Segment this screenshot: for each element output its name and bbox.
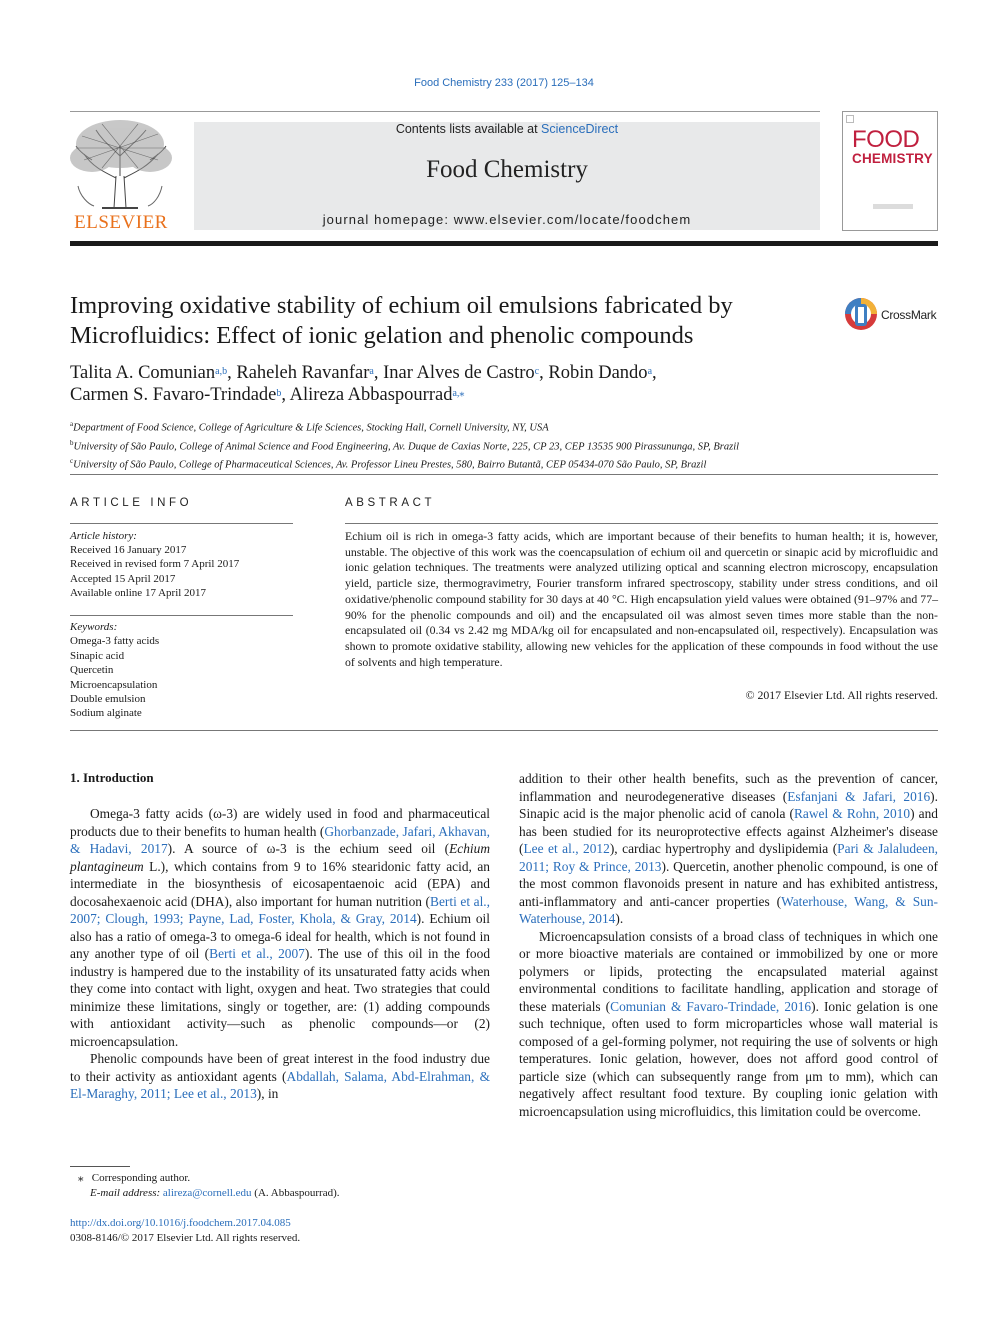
journal-homepage xyxy=(194,212,820,227)
author-separator: , xyxy=(281,385,290,405)
crossmark-label: CrossMark xyxy=(881,308,937,322)
author-affiliation-sup[interactable]: a xyxy=(647,366,653,377)
affiliation-item xyxy=(70,436,938,455)
paragraph-text: ), in xyxy=(256,1086,279,1101)
crossmark-badge[interactable] xyxy=(843,296,941,336)
keywords-label: Keywords: xyxy=(70,621,118,633)
paragraph-text: ). xyxy=(615,911,624,926)
paragraph-text: Omega-3 fatty acids (ω-3) are widely used in food and pharmaceutical products due to their benefits to human health ( xyxy=(70,806,490,839)
cover-title-line2: CHEMISTRY xyxy=(852,151,933,166)
history-label: Article history: xyxy=(70,530,137,542)
history-revised: Received in revised form 7 April 2017 xyxy=(70,558,240,571)
citation-link[interactable]: Berti et al., 2007 xyxy=(209,946,305,961)
keyword-item: Microencapsulation xyxy=(70,678,158,691)
abstract-heading: ABSTRACT xyxy=(345,497,436,509)
cover-fine-print xyxy=(873,204,913,209)
paragraph-text: ). Sinapic acid is the major phenolic acid of canola ( xyxy=(519,788,938,821)
author-name[interactable]: Carmen S. Favaro-Trindade xyxy=(70,385,277,405)
email-link[interactable]: alireza@cornell.edu xyxy=(162,1187,252,1199)
italic-text: Echium plantagineum xyxy=(70,841,490,874)
crossmark-icon xyxy=(843,296,879,332)
elsevier-tree-icon xyxy=(62,116,180,212)
article-history xyxy=(70,529,293,600)
citation-link[interactable]: Rawel & Rohn, 2010 xyxy=(793,806,911,821)
affiliation-list xyxy=(70,417,938,473)
keyword-item: Quercetin xyxy=(70,664,114,677)
affiliation-text: Department of Food Science, College of Agriculture & Life Sciences, Stocking Hall, Cornell University, NY, USA xyxy=(73,422,549,434)
history-accepted: Accepted 15 April 2017 xyxy=(70,572,176,585)
corresponding-line xyxy=(70,1171,490,1186)
citation-link[interactable]: Lee et al., 2012 xyxy=(523,841,610,856)
author-list xyxy=(70,362,870,406)
affiliation-item xyxy=(70,417,938,436)
journal-name[interactable]: Food Chemistry xyxy=(426,156,588,183)
paragraph-text: addition to their other health benefits, such as the prevention of cancer, inflammation and neurodegenerative diseases ( xyxy=(519,771,938,804)
cover-corner-mark xyxy=(846,115,854,123)
citation-link[interactable]: Ghorbanzade, Jafari, Akhavan, & Hadavi, 2017 xyxy=(70,823,490,856)
article-info-rule xyxy=(70,523,293,524)
paragraph-text: L.), which contains from 9 to 16% stearidonic fatty acid, an intermediate in the biosynthesis of eicosapentaenoic acid (EPA) and docosahexaenoic acid (DHA), also important for human nutrition ( xyxy=(70,858,490,909)
abstract-bottom-rule xyxy=(70,730,938,731)
citation-link[interactable]: Berti et al., 2007; Clough, 1993; Payne, Lad, Foster, Khola, & Gray, 2014 xyxy=(70,893,490,926)
corresponding-text: Corresponding author. xyxy=(91,1172,191,1184)
author-name[interactable]: Raheleh Ravanfar xyxy=(236,363,370,383)
paragraph-text: ), cardiac hypertrophy and dyslipidemia ( xyxy=(609,841,838,856)
paragraph-text: ). A source of ω-3 is the echium seed oil ( xyxy=(167,841,450,856)
email-suffix: (A. Abbaspourrad). xyxy=(251,1187,340,1199)
footnote-rule xyxy=(70,1166,130,1167)
keyword-item: Double emulsion xyxy=(70,693,146,706)
contents-line xyxy=(194,122,820,136)
paragraph-text: ). Quercetin, another phenolic compound, is one of the most common flavonoids present in nature and has exhibited antistress, anti-inflammatory and anti-cancer properties ( xyxy=(519,858,938,909)
keyword-item: Sodium alginate xyxy=(70,707,142,720)
issn-copyright: 0308-8146/© 2017 Elsevier Ltd. All rights reserved. xyxy=(70,1232,301,1244)
email-line xyxy=(70,1186,490,1201)
author-separator: , xyxy=(539,363,549,383)
paragraph-text: ). Echium oil also has a ratio of omega-3 to omega-6 ideal for health, which is not found in any another type of oil ( xyxy=(70,911,490,961)
contents-prefix: Contents lists available at xyxy=(395,122,542,136)
cover-title-line1: FOOD xyxy=(852,126,920,153)
body-column-right xyxy=(519,770,938,1120)
homepage-prefix: journal homepage: xyxy=(322,212,454,227)
author-name[interactable]: Robin Dando xyxy=(548,363,648,383)
keyword-list xyxy=(70,620,293,721)
body-paragraph xyxy=(70,1050,490,1103)
abstract-rule xyxy=(345,523,938,524)
author-affiliation-sup[interactable]: a,b xyxy=(215,366,228,377)
author-name[interactable]: Inar Alves de Castro xyxy=(383,363,535,383)
introduction-heading: 1. Introduction xyxy=(70,770,154,785)
corresponding-footnote xyxy=(70,1171,490,1201)
email-label: E-mail address: xyxy=(90,1187,163,1199)
affiliation-text: University of São Paulo, College of Animal Science and Food Engineering, Av. Duque de Caxias Norte, 225, CP 23, CEP 13535 900 Pirassununga, SP, Brazil xyxy=(73,441,740,452)
citation-link[interactable]: Esfanjani & Jafari, 2016 xyxy=(787,788,931,804)
author-separator: , xyxy=(652,363,657,383)
paragraph-text: ) and has been studied for its neuroprotective effects against Alzheimer's disease ( xyxy=(519,806,938,856)
journal-cover-thumbnail[interactable] xyxy=(842,111,938,231)
affiliation-sup: a xyxy=(70,420,74,428)
citation-link[interactable]: Pari & Jalaludeen, 2011; Roy & Prince, 2013 xyxy=(519,841,938,874)
keyword-item: Sinapic acid xyxy=(70,649,125,662)
author-affiliation-sup[interactable]: c xyxy=(534,366,540,377)
doi-link[interactable]: http://dx.doi.org/10.1016/j.foodchem.2017.04.085 xyxy=(70,1217,291,1229)
citation-link[interactable]: Abdallah, Salama, Abd-Elrahman, & El-Maraghy, 2011; Lee et al., 2013 xyxy=(70,1068,490,1101)
paragraph-text: Phenolic compounds have been of great interest in the food industry due to their activity as antioxidant agents ( xyxy=(70,1051,490,1084)
affiliation-sup: c xyxy=(70,457,74,465)
homepage-url-link[interactable]: www.elsevier.com/locate/foodchem xyxy=(453,212,692,227)
cover-title xyxy=(852,128,933,166)
affiliation-sup: b xyxy=(70,438,74,447)
corresponding-star: ⁎ xyxy=(78,1172,84,1184)
keyword-item: Omega-3 fatty acids xyxy=(70,635,160,648)
affiliation-item xyxy=(70,454,938,473)
author-affiliation-sup[interactable]: b xyxy=(276,388,282,399)
citation-link[interactable]: Waterhouse, Wang, & Sun-Waterhouse, 2014 xyxy=(519,893,938,926)
author-separator: , xyxy=(373,363,384,383)
affiliation-text: University of São Paulo, College of Pharmaceutical Sciences, Av. Professor Lineu Prestes, 580, Bairro Butantã, CEP 05434-070 São Paulo, SP, Brazil xyxy=(73,459,707,471)
body-paragraph xyxy=(519,770,938,928)
body-column-left xyxy=(70,805,490,1103)
abstract-copyright: © 2017 Elsevier Ltd. All rights reserved. xyxy=(745,688,938,702)
elsevier-logo[interactable] xyxy=(62,116,180,234)
masthead-top-rule xyxy=(70,111,820,112)
author-affiliation-sup[interactable]: a xyxy=(369,366,374,377)
history-online: Available online 17 April 2017 xyxy=(70,586,207,599)
body-paragraph xyxy=(70,805,490,1050)
journal-citation-link[interactable]: Food Chemistry 233 (2017) 125–134 xyxy=(414,77,594,89)
author-name[interactable]: Talita A. Comunian xyxy=(70,363,216,383)
body-paragraph xyxy=(519,928,938,1121)
paragraph-text: Microencapsulation consists of a broad class of techniques in which one or more bioactive materials are contained or immobilized by one or more polymers or lipids, protecting the encapsulated material against environmental conditions to facilitate handling, application and storage of these materials ( xyxy=(519,928,938,1014)
author-name[interactable]: Alireza Abbaspourrad xyxy=(289,385,453,405)
citation-link[interactable]: Comunian & Favaro-Trindade, 2016 xyxy=(610,998,812,1014)
masthead-rule xyxy=(70,241,938,246)
sciencedirect-link[interactable]: ScienceDirect xyxy=(541,122,619,136)
article-title: Improving oxidative stability of echium oil emulsions fabricated by Microfluidics: Effect of ionic gelation and phenolic compounds xyxy=(70,292,733,349)
history-received: Received 16 January 2017 xyxy=(70,544,187,557)
paragraph-text: ). The use of this oil in the food industry is hampered due to the instability of its unsaturated fatty acids when they come into contact with light, oxygen and heat. Two strategies that could minimize these limitations, singly or together, are: (1) adding compounds with antioxidant activity—such as phenolic compounds—or (2) microencapsulation. xyxy=(70,946,491,1049)
affiliation-rule xyxy=(70,474,938,475)
author-affiliation-sup[interactable]: a,⁎ xyxy=(452,388,465,399)
author-separator: , xyxy=(227,363,237,383)
keywords-rule xyxy=(70,615,293,616)
paragraph-text: ). Ionic gelation is one such technique, often used to form microparticles whose wall material is composed of a gel-forming polymer, not requiring the use of solvents or high temperatures. Ionic gelation, however, does not afford good control of particle size (which can subsequently range from μm to mm), which can negatively affect resultant food texture. By coupling ionic gelation with microencapsulation using microfluidics, this limitation could be overcome. xyxy=(519,998,938,1119)
elsevier-wordmark: ELSEVIER xyxy=(74,212,168,233)
article-info-heading: ARTICLE INFO xyxy=(70,497,193,509)
abstract-text: Echium oil is rich in omega-3 fatty acids, which are important because of their benefits to human health; it is, however, unstable. The objective of this work was the coencapsulation of echium oil and quercetin or sinapic acid by microfluidic and ionic gelation techniques. The treatments were analyzed utilizing optical and scanning electron microscopy, encapsulation yield, particle size, thermogravimetry, Fourier transform infrared spectroscopy, stability under stress conditions, and oil oxidative/phenolic compound stability for 30 days at 40 °C. High encapsulation yield values were obtained (91–97% and 77–90% for the phenolic compounds and oil) and the encapsulated oil was almost seven times more stable than the non-encapsulated oil (0.34 vs 2.42 mg MDA/kg oil for encapsulated and non-encapsulated oil, respectively). Encapsulation was shown to promote oxidative stability, allowing new vehicles for the application of these compounds in food without the use of solvents and high temperature. xyxy=(345,529,938,669)
